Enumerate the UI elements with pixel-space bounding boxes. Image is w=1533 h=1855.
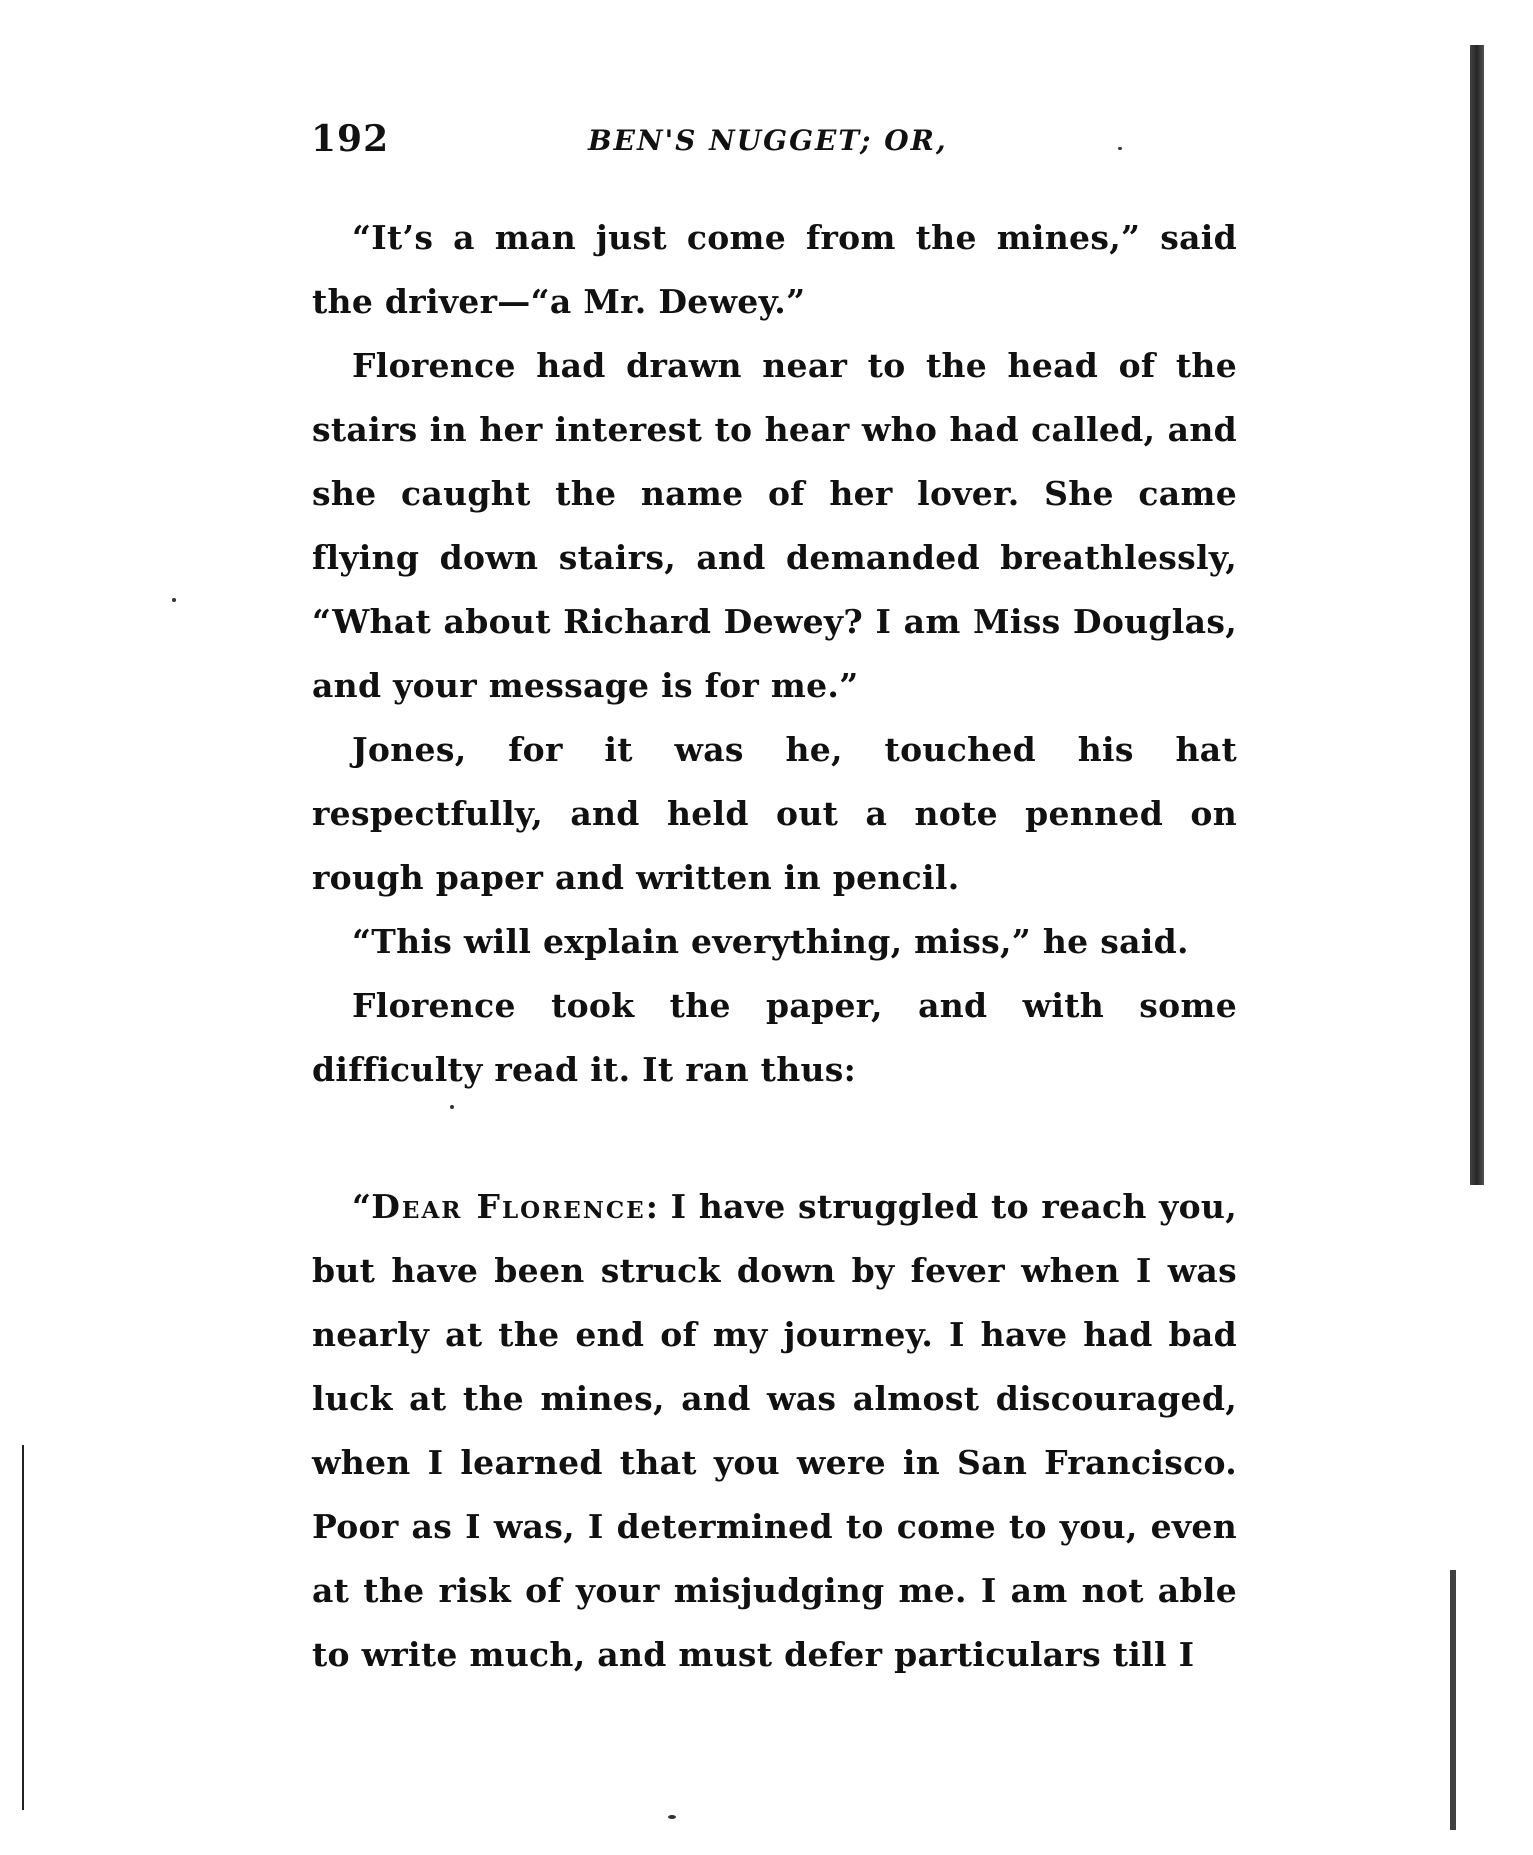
letter-text [312, 1175, 1237, 1687]
paragraph-1: “It’s a man just come from the mines,” said the driver—“a Mr. Dewey.” [312, 218, 1237, 321]
letter-salutation-colon: : [645, 1187, 659, 1226]
scan-edge-shadow [1470, 45, 1484, 1185]
letter-paragraph [312, 1175, 1237, 1687]
letter-open-quote: “ [352, 1187, 372, 1226]
paragraph-3: Jones, for it was he, touched his hat respectfully, and held out a note penned on rough paper and written in pencil. [312, 730, 1237, 897]
letter-salutation: Dear Florence [371, 1187, 646, 1226]
page-header [311, 118, 1231, 174]
main-text [312, 206, 1237, 1102]
scan-speck [668, 1815, 676, 1819]
scan-speck [450, 1105, 454, 1109]
scan-speck [1118, 147, 1122, 150]
paragraph-5: Florence took the paper, and with some difficulty read it. It ran thus: [312, 986, 1237, 1089]
scan-edge-shadow-lower [1450, 1570, 1456, 1830]
scan-edge-line [22, 1445, 24, 1810]
page-number: 192 [311, 118, 390, 160]
running-title: BEN'S NUGGET; OR, [588, 124, 948, 157]
paragraph-2: Florence had drawn near to the head of the stairs in her interest to hear who had called, and she caught the name of her lover. She came flying down stairs, and demanded breathlessly, “What about Richard Dewey? I am Miss Douglas, and your message is for me.” [312, 346, 1237, 705]
scan-speck [172, 598, 176, 602]
letter-body: I have struggled to reach you, but have been struck down by fever when I was nearly at the end of my journey. I have had bad luck at the mines, and was almost discouraged, when I learned that you were in San Francisco. Poor as I was, I determined to come to you, even at the risk of your misjudging me. I am not able to write much, and must defer particulars till I [312, 1187, 1237, 1674]
paragraph-4: “This will explain everything, miss,” he said. [352, 922, 1189, 961]
